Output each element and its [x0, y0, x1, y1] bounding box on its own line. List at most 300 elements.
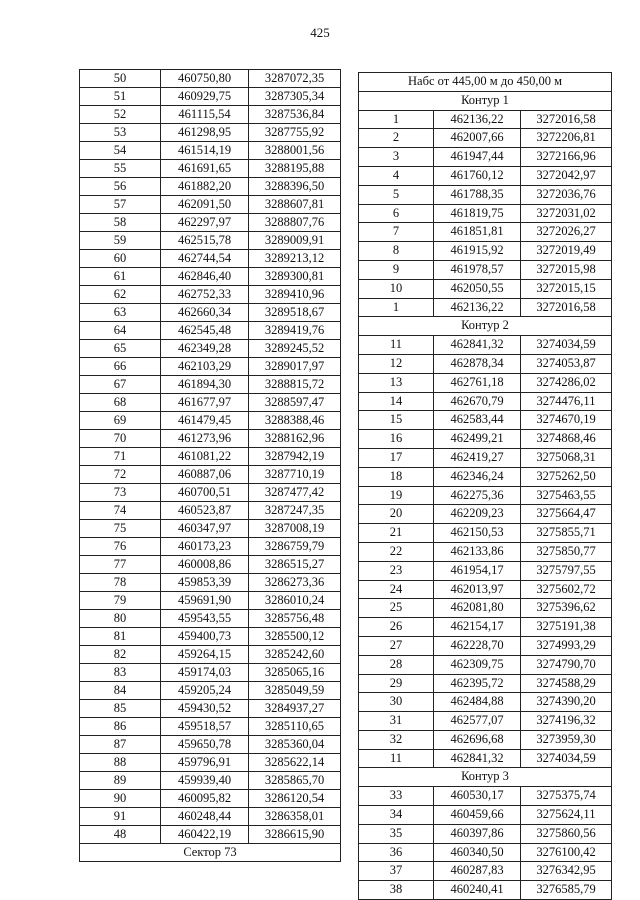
table-row — [359, 524, 612, 543]
table-row — [80, 682, 341, 700]
point-number-cell: 30 — [359, 693, 434, 712]
y-coordinate-cell: 3285049,59 — [249, 682, 341, 700]
table-row — [80, 268, 341, 286]
x-coordinate-cell: 461954,17 — [434, 561, 521, 580]
x-coordinate-cell: 460887,06 — [161, 466, 249, 484]
table-row — [80, 358, 341, 376]
y-coordinate-cell: 3274670,19 — [521, 411, 612, 430]
y-coordinate-cell: 3286358,01 — [249, 808, 341, 826]
y-coordinate-cell: 3287008,19 — [249, 520, 341, 538]
point-number-cell: 64 — [80, 322, 161, 340]
point-number-cell: 70 — [80, 430, 161, 448]
section-header-row — [359, 317, 612, 336]
table-row — [80, 106, 341, 124]
x-coordinate-cell: 459796,91 — [161, 754, 249, 772]
table-row — [80, 448, 341, 466]
table-row — [80, 178, 341, 196]
y-coordinate-cell: 3274588,29 — [521, 674, 612, 693]
y-coordinate-cell: 3272036,76 — [521, 185, 612, 204]
y-coordinate-cell: 3285360,04 — [249, 736, 341, 754]
table-row — [359, 336, 612, 355]
point-number-cell: 60 — [80, 250, 161, 268]
y-coordinate-cell: 3275602,72 — [521, 580, 612, 599]
y-coordinate-cell: 3275396,62 — [521, 599, 612, 618]
y-coordinate-cell: 3272015,98 — [521, 260, 612, 279]
point-number-cell: 7 — [359, 223, 434, 242]
x-coordinate-cell: 462841,32 — [434, 749, 521, 768]
x-coordinate-cell: 462154,17 — [434, 618, 521, 637]
y-coordinate-cell: 3273959,30 — [521, 730, 612, 749]
y-coordinate-cell: 3272042,97 — [521, 166, 612, 185]
x-coordinate-cell: 461788,35 — [434, 185, 521, 204]
point-number-cell: 80 — [80, 610, 161, 628]
table-row — [359, 298, 612, 317]
y-coordinate-cell: 3275797,55 — [521, 561, 612, 580]
x-coordinate-cell: 460248,44 — [161, 808, 249, 826]
y-coordinate-cell: 3274196,32 — [521, 712, 612, 731]
point-number-cell: 61 — [80, 268, 161, 286]
table-row — [359, 599, 612, 618]
y-coordinate-cell: 3275664,47 — [521, 505, 612, 524]
x-coordinate-cell: 462515,78 — [161, 232, 249, 250]
y-coordinate-cell: 3272026,27 — [521, 223, 612, 242]
y-coordinate-cell: 3276100,42 — [521, 843, 612, 862]
section-header-label: Набс от 445,00 м до 450,00 м — [359, 73, 612, 92]
point-number-cell: 69 — [80, 412, 161, 430]
table-row — [359, 561, 612, 580]
point-number-cell: 31 — [359, 712, 434, 731]
y-coordinate-cell: 3274476,11 — [521, 392, 612, 411]
x-coordinate-cell: 460459,66 — [434, 806, 521, 825]
table-row — [80, 214, 341, 232]
y-coordinate-cell: 3285500,12 — [249, 628, 341, 646]
point-number-cell: 9 — [359, 260, 434, 279]
table-row — [359, 223, 612, 242]
table-row — [359, 618, 612, 637]
point-number-cell: 68 — [80, 394, 161, 412]
y-coordinate-cell: 3289213,12 — [249, 250, 341, 268]
table-row — [359, 110, 612, 129]
point-number-cell: 18 — [359, 467, 434, 486]
table-row — [359, 166, 612, 185]
point-number-cell: 55 — [80, 160, 161, 178]
point-number-cell: 38 — [359, 881, 434, 900]
x-coordinate-cell: 459430,52 — [161, 700, 249, 718]
y-coordinate-cell: 3286515,27 — [249, 556, 341, 574]
y-coordinate-cell: 3288607,81 — [249, 196, 341, 214]
point-number-cell: 8 — [359, 242, 434, 261]
x-coordinate-cell: 462419,27 — [434, 448, 521, 467]
x-coordinate-cell: 462297,97 — [161, 214, 249, 232]
table-row — [80, 286, 341, 304]
table-row — [80, 502, 341, 520]
y-coordinate-cell: 3272206,81 — [521, 129, 612, 148]
y-coordinate-cell: 3289518,67 — [249, 304, 341, 322]
table-row — [80, 826, 341, 844]
point-number-cell: 1 — [359, 110, 434, 129]
point-number-cell: 89 — [80, 772, 161, 790]
x-coordinate-cell: 462346,24 — [434, 467, 521, 486]
table-row — [359, 693, 612, 712]
table-row — [359, 787, 612, 806]
point-number-cell: 56 — [80, 178, 161, 196]
table-row — [80, 250, 341, 268]
point-number-cell: 81 — [80, 628, 161, 646]
x-coordinate-cell: 462583,44 — [434, 411, 521, 430]
table-row — [359, 636, 612, 655]
y-coordinate-cell: 3275463,55 — [521, 486, 612, 505]
table-row — [80, 592, 341, 610]
table-row — [359, 486, 612, 505]
table-row — [359, 129, 612, 148]
y-coordinate-cell: 3272019,49 — [521, 242, 612, 261]
x-coordinate-cell: 462395,72 — [434, 674, 521, 693]
x-coordinate-cell: 462878,34 — [434, 354, 521, 373]
point-number-cell: 66 — [80, 358, 161, 376]
point-number-cell: 75 — [80, 520, 161, 538]
x-coordinate-cell: 459205,24 — [161, 682, 249, 700]
y-coordinate-cell: 3288597,47 — [249, 394, 341, 412]
y-coordinate-cell: 3286273,36 — [249, 574, 341, 592]
y-coordinate-cell: 3275375,74 — [521, 787, 612, 806]
table-row — [359, 204, 612, 223]
point-number-cell: 17 — [359, 448, 434, 467]
table-row — [359, 260, 612, 279]
table-row — [80, 610, 341, 628]
y-coordinate-cell: 3287942,19 — [249, 448, 341, 466]
point-number-cell: 4 — [359, 166, 434, 185]
table-row — [359, 862, 612, 881]
x-coordinate-cell: 462275,36 — [434, 486, 521, 505]
x-coordinate-cell: 462228,70 — [434, 636, 521, 655]
table-row — [80, 520, 341, 538]
x-coordinate-cell: 462081,80 — [434, 599, 521, 618]
y-coordinate-cell: 3272015,15 — [521, 279, 612, 298]
x-coordinate-cell: 462136,22 — [434, 110, 521, 129]
y-coordinate-cell: 3274390,20 — [521, 693, 612, 712]
table-row — [359, 749, 612, 768]
page-number: 425 — [310, 25, 330, 40]
table-row — [80, 772, 341, 790]
x-coordinate-cell: 461115,54 — [161, 106, 249, 124]
table-row — [80, 196, 341, 214]
table-row — [80, 142, 341, 160]
x-coordinate-cell: 462670,79 — [434, 392, 521, 411]
y-coordinate-cell: 3289245,52 — [249, 340, 341, 358]
y-coordinate-cell: 3274034,59 — [521, 336, 612, 355]
x-coordinate-cell: 462545,48 — [161, 322, 249, 340]
table-row — [80, 538, 341, 556]
y-coordinate-cell: 3285622,14 — [249, 754, 341, 772]
point-number-cell: 35 — [359, 824, 434, 843]
y-coordinate-cell: 3286615,90 — [249, 826, 341, 844]
x-coordinate-cell: 460422,19 — [161, 826, 249, 844]
point-number-cell: 19 — [359, 486, 434, 505]
x-coordinate-cell: 460530,17 — [434, 787, 521, 806]
left-coordinates-table — [79, 69, 341, 862]
table-row — [80, 628, 341, 646]
x-coordinate-cell: 459174,03 — [161, 664, 249, 682]
x-coordinate-cell: 460173,23 — [161, 538, 249, 556]
y-coordinate-cell: 3274034,59 — [521, 749, 612, 768]
table-row — [80, 322, 341, 340]
table-row — [359, 279, 612, 298]
x-coordinate-cell: 460397,86 — [434, 824, 521, 843]
table-row — [359, 392, 612, 411]
table-row — [80, 340, 341, 358]
y-coordinate-cell: 3287305,34 — [249, 88, 341, 106]
y-coordinate-cell: 3274286,02 — [521, 373, 612, 392]
y-coordinate-cell: 3289410,96 — [249, 286, 341, 304]
table-row — [359, 712, 612, 731]
table-row — [80, 646, 341, 664]
section-header-label: Контур 3 — [359, 768, 612, 787]
y-coordinate-cell: 3285242,60 — [249, 646, 341, 664]
point-number-cell: 59 — [80, 232, 161, 250]
table-row — [80, 70, 341, 88]
table-row — [80, 736, 341, 754]
point-number-cell: 21 — [359, 524, 434, 543]
point-number-cell: 2 — [359, 129, 434, 148]
point-number-cell: 63 — [80, 304, 161, 322]
y-coordinate-cell: 3286120,54 — [249, 790, 341, 808]
point-number-cell: 36 — [359, 843, 434, 862]
table-row — [359, 843, 612, 862]
x-coordinate-cell: 461677,97 — [161, 394, 249, 412]
y-coordinate-cell: 3288807,76 — [249, 214, 341, 232]
y-coordinate-cell: 3287477,42 — [249, 484, 341, 502]
x-coordinate-cell: 461882,20 — [161, 178, 249, 196]
x-coordinate-cell: 462499,21 — [434, 430, 521, 449]
y-coordinate-cell: 3288195,88 — [249, 160, 341, 178]
x-coordinate-cell: 461760,12 — [434, 166, 521, 185]
x-coordinate-cell: 462577,07 — [434, 712, 521, 731]
point-number-cell: 78 — [80, 574, 161, 592]
point-number-cell: 67 — [80, 376, 161, 394]
point-number-cell: 62 — [80, 286, 161, 304]
point-number-cell: 23 — [359, 561, 434, 580]
point-number-cell: 12 — [359, 354, 434, 373]
table-row — [359, 542, 612, 561]
point-number-cell: 48 — [80, 826, 161, 844]
y-coordinate-cell: 3272016,58 — [521, 298, 612, 317]
x-coordinate-cell: 459400,73 — [161, 628, 249, 646]
point-number-cell: 58 — [80, 214, 161, 232]
point-number-cell: 27 — [359, 636, 434, 655]
x-coordinate-cell: 459518,57 — [161, 718, 249, 736]
point-number-cell: 71 — [80, 448, 161, 466]
point-number-cell: 82 — [80, 646, 161, 664]
y-coordinate-cell: 3276342,95 — [521, 862, 612, 881]
x-coordinate-cell: 462744,54 — [161, 250, 249, 268]
y-coordinate-cell: 3275860,56 — [521, 824, 612, 843]
y-coordinate-cell: 3288001,56 — [249, 142, 341, 160]
y-coordinate-cell: 3275262,50 — [521, 467, 612, 486]
x-coordinate-cell: 459691,90 — [161, 592, 249, 610]
y-coordinate-cell: 3274868,46 — [521, 430, 612, 449]
point-number-cell: 85 — [80, 700, 161, 718]
x-coordinate-cell: 462761,18 — [434, 373, 521, 392]
x-coordinate-cell: 461691,65 — [161, 160, 249, 178]
point-number-cell: 50 — [80, 70, 161, 88]
table-row — [359, 881, 612, 900]
point-number-cell: 54 — [80, 142, 161, 160]
y-coordinate-cell: 3288388,46 — [249, 412, 341, 430]
point-number-cell: 86 — [80, 718, 161, 736]
x-coordinate-cell: 461947,44 — [434, 148, 521, 167]
x-coordinate-cell: 460700,51 — [161, 484, 249, 502]
point-number-cell: 51 — [80, 88, 161, 106]
y-coordinate-cell: 3285756,48 — [249, 610, 341, 628]
x-coordinate-cell: 462136,22 — [434, 298, 521, 317]
table-row — [80, 394, 341, 412]
table-row — [80, 160, 341, 178]
x-coordinate-cell: 459543,55 — [161, 610, 249, 628]
table-row — [80, 718, 341, 736]
x-coordinate-cell: 459264,15 — [161, 646, 249, 664]
table-row — [359, 354, 612, 373]
x-coordinate-cell: 462349,28 — [161, 340, 249, 358]
y-coordinate-cell: 3287536,84 — [249, 106, 341, 124]
point-number-cell: 73 — [80, 484, 161, 502]
point-number-cell: 90 — [80, 790, 161, 808]
table-row — [359, 411, 612, 430]
x-coordinate-cell: 462007,66 — [434, 129, 521, 148]
table-row — [359, 806, 612, 825]
sector-footer-row — [80, 844, 341, 862]
y-coordinate-cell: 3284937,27 — [249, 700, 341, 718]
point-number-cell: 24 — [359, 580, 434, 599]
y-coordinate-cell: 3288815,72 — [249, 376, 341, 394]
point-number-cell: 10 — [359, 279, 434, 298]
x-coordinate-cell: 462150,53 — [434, 524, 521, 543]
table-row — [359, 674, 612, 693]
x-coordinate-cell: 461894,30 — [161, 376, 249, 394]
y-coordinate-cell: 3288162,96 — [249, 430, 341, 448]
table-row — [359, 467, 612, 486]
point-number-cell: 11 — [359, 749, 434, 768]
y-coordinate-cell: 3289017,97 — [249, 358, 341, 376]
y-coordinate-cell: 3275850,77 — [521, 542, 612, 561]
point-number-cell: 91 — [80, 808, 161, 826]
y-coordinate-cell: 3274993,29 — [521, 636, 612, 655]
x-coordinate-cell: 462846,40 — [161, 268, 249, 286]
y-coordinate-cell: 3288396,50 — [249, 178, 341, 196]
point-number-cell: 20 — [359, 505, 434, 524]
y-coordinate-cell: 3272016,58 — [521, 110, 612, 129]
x-coordinate-cell: 462484,88 — [434, 693, 521, 712]
point-number-cell: 16 — [359, 430, 434, 449]
point-number-cell: 29 — [359, 674, 434, 693]
point-number-cell: 25 — [359, 599, 434, 618]
point-number-cell: 15 — [359, 411, 434, 430]
point-number-cell: 72 — [80, 466, 161, 484]
y-coordinate-cell: 3285110,65 — [249, 718, 341, 736]
table-row — [80, 700, 341, 718]
x-coordinate-cell: 460287,83 — [434, 862, 521, 881]
table-row — [80, 430, 341, 448]
x-coordinate-cell: 461273,96 — [161, 430, 249, 448]
x-coordinate-cell: 459853,39 — [161, 574, 249, 592]
x-coordinate-cell: 462209,23 — [434, 505, 521, 524]
y-coordinate-cell: 3287710,19 — [249, 466, 341, 484]
point-number-cell: 11 — [359, 336, 434, 355]
x-coordinate-cell: 462103,29 — [161, 358, 249, 376]
x-coordinate-cell: 462050,55 — [434, 279, 521, 298]
table-row — [80, 790, 341, 808]
point-number-cell: 13 — [359, 373, 434, 392]
table-row — [80, 124, 341, 142]
table-row — [359, 242, 612, 261]
point-number-cell: 22 — [359, 542, 434, 561]
section-header-label: Контур 1 — [359, 91, 612, 110]
point-number-cell: 76 — [80, 538, 161, 556]
point-number-cell: 84 — [80, 682, 161, 700]
x-coordinate-cell: 462309,75 — [434, 655, 521, 674]
x-coordinate-cell: 462696,68 — [434, 730, 521, 749]
point-number-cell: 34 — [359, 806, 434, 825]
table-row — [359, 430, 612, 449]
x-coordinate-cell: 461514,19 — [161, 142, 249, 160]
y-coordinate-cell: 3286759,79 — [249, 538, 341, 556]
table-row — [359, 373, 612, 392]
x-coordinate-cell: 460095,82 — [161, 790, 249, 808]
table-row — [359, 185, 612, 204]
table-row — [80, 664, 341, 682]
point-number-cell: 33 — [359, 787, 434, 806]
sector-label: Сектор 73 — [80, 844, 341, 862]
y-coordinate-cell: 3276585,79 — [521, 881, 612, 900]
point-number-cell: 32 — [359, 730, 434, 749]
table-row — [80, 88, 341, 106]
table-row — [80, 574, 341, 592]
point-number-cell: 3 — [359, 148, 434, 167]
x-coordinate-cell: 461851,81 — [434, 223, 521, 242]
y-coordinate-cell: 3274790,70 — [521, 655, 612, 674]
table-row — [359, 824, 612, 843]
point-number-cell: 14 — [359, 392, 434, 411]
y-coordinate-cell: 3287247,35 — [249, 502, 341, 520]
x-coordinate-cell: 460340,50 — [434, 843, 521, 862]
x-coordinate-cell: 460523,87 — [161, 502, 249, 520]
x-coordinate-cell: 460750,80 — [161, 70, 249, 88]
point-number-cell: 57 — [80, 196, 161, 214]
x-coordinate-cell: 462013,97 — [434, 580, 521, 599]
y-coordinate-cell: 3287755,92 — [249, 124, 341, 142]
x-coordinate-cell: 460240,41 — [434, 881, 521, 900]
point-number-cell: 74 — [80, 502, 161, 520]
table-row — [359, 580, 612, 599]
y-coordinate-cell: 3285065,16 — [249, 664, 341, 682]
y-coordinate-cell: 3272166,96 — [521, 148, 612, 167]
y-coordinate-cell: 3289419,76 — [249, 322, 341, 340]
table-row — [359, 148, 612, 167]
x-coordinate-cell: 461298,95 — [161, 124, 249, 142]
x-coordinate-cell: 462091,50 — [161, 196, 249, 214]
x-coordinate-cell: 459939,40 — [161, 772, 249, 790]
point-number-cell: 1 — [359, 298, 434, 317]
y-coordinate-cell: 3274053,87 — [521, 354, 612, 373]
point-number-cell: 83 — [80, 664, 161, 682]
x-coordinate-cell: 460929,75 — [161, 88, 249, 106]
point-number-cell: 88 — [80, 754, 161, 772]
x-coordinate-cell: 462660,34 — [161, 304, 249, 322]
section-header-row — [359, 768, 612, 787]
y-coordinate-cell: 3289300,81 — [249, 268, 341, 286]
table-row — [359, 730, 612, 749]
table-row — [80, 808, 341, 826]
table-row — [80, 754, 341, 772]
